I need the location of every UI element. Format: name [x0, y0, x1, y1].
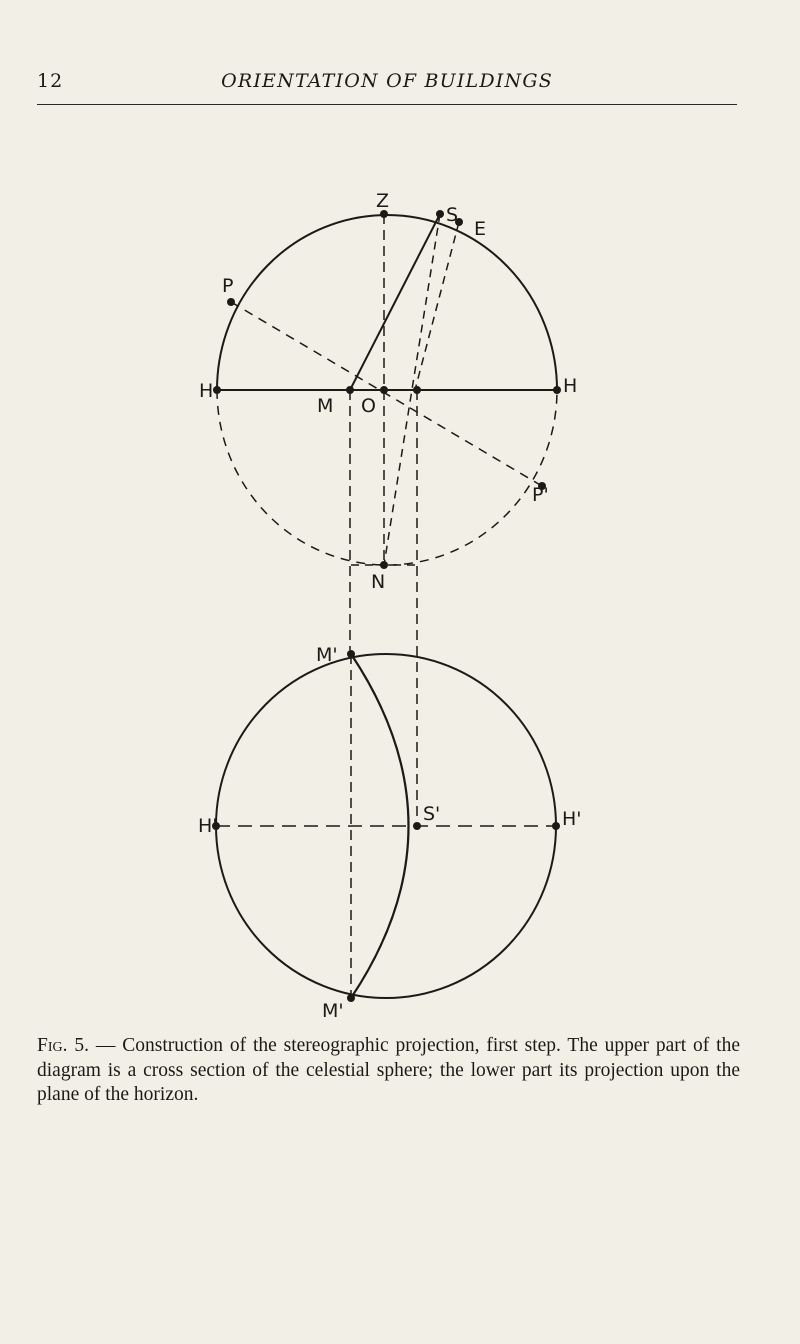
h-prime-right-point	[552, 822, 560, 830]
horizon-right-point	[553, 386, 561, 394]
sun-point	[436, 210, 444, 218]
label-m-prime-bottom: M'	[322, 1000, 344, 1020]
label-pole: P	[222, 275, 234, 297]
page-header	[37, 64, 737, 105]
label-h-prime-left: H'	[198, 815, 218, 837]
pole-axis-dashed	[231, 302, 542, 486]
label-zenith: Z	[376, 190, 390, 212]
label-m-prime-top: M'	[316, 644, 338, 666]
stereographic-projection-figure	[0, 180, 800, 1020]
running-head: ORIENTATION OF BUILDINGS	[221, 70, 553, 92]
upper-semicircle	[217, 215, 557, 390]
label-east: E	[474, 218, 487, 240]
label-horizon-left: H	[199, 380, 214, 402]
lower-semicircle-dashed	[217, 390, 557, 565]
origin-point	[380, 386, 388, 394]
east-foot-point	[413, 386, 421, 394]
label-pole-prime: P'	[532, 484, 549, 506]
label-horizon-right: H	[563, 375, 578, 397]
meridian-point	[346, 386, 354, 394]
m-prime-top-point	[347, 650, 355, 658]
page-number: 12	[37, 70, 64, 92]
label-h-prime-right: H'	[562, 808, 582, 830]
m-prime-bottom-point	[347, 994, 355, 1002]
s-prime-point	[413, 822, 421, 830]
east-line-dashed	[415, 222, 459, 390]
nadir-point	[380, 561, 388, 569]
caption-figure-label: Fig. 5.	[37, 1035, 89, 1056]
label-meridian: M	[317, 395, 334, 417]
label-s-prime: S'	[423, 803, 441, 825]
figure-caption	[37, 1034, 740, 1108]
pole-point	[227, 298, 235, 306]
caption-text: — Construction of the stereographic projection, first step. The upper part of the diagram is a cross section of the celestial sphere; the lower part its projection upon the plane of the horizon.	[37, 1035, 740, 1105]
label-sun: S	[446, 204, 459, 226]
label-nadir: N	[371, 571, 386, 593]
horizon-left-point	[213, 386, 221, 394]
label-origin: O	[361, 395, 376, 417]
